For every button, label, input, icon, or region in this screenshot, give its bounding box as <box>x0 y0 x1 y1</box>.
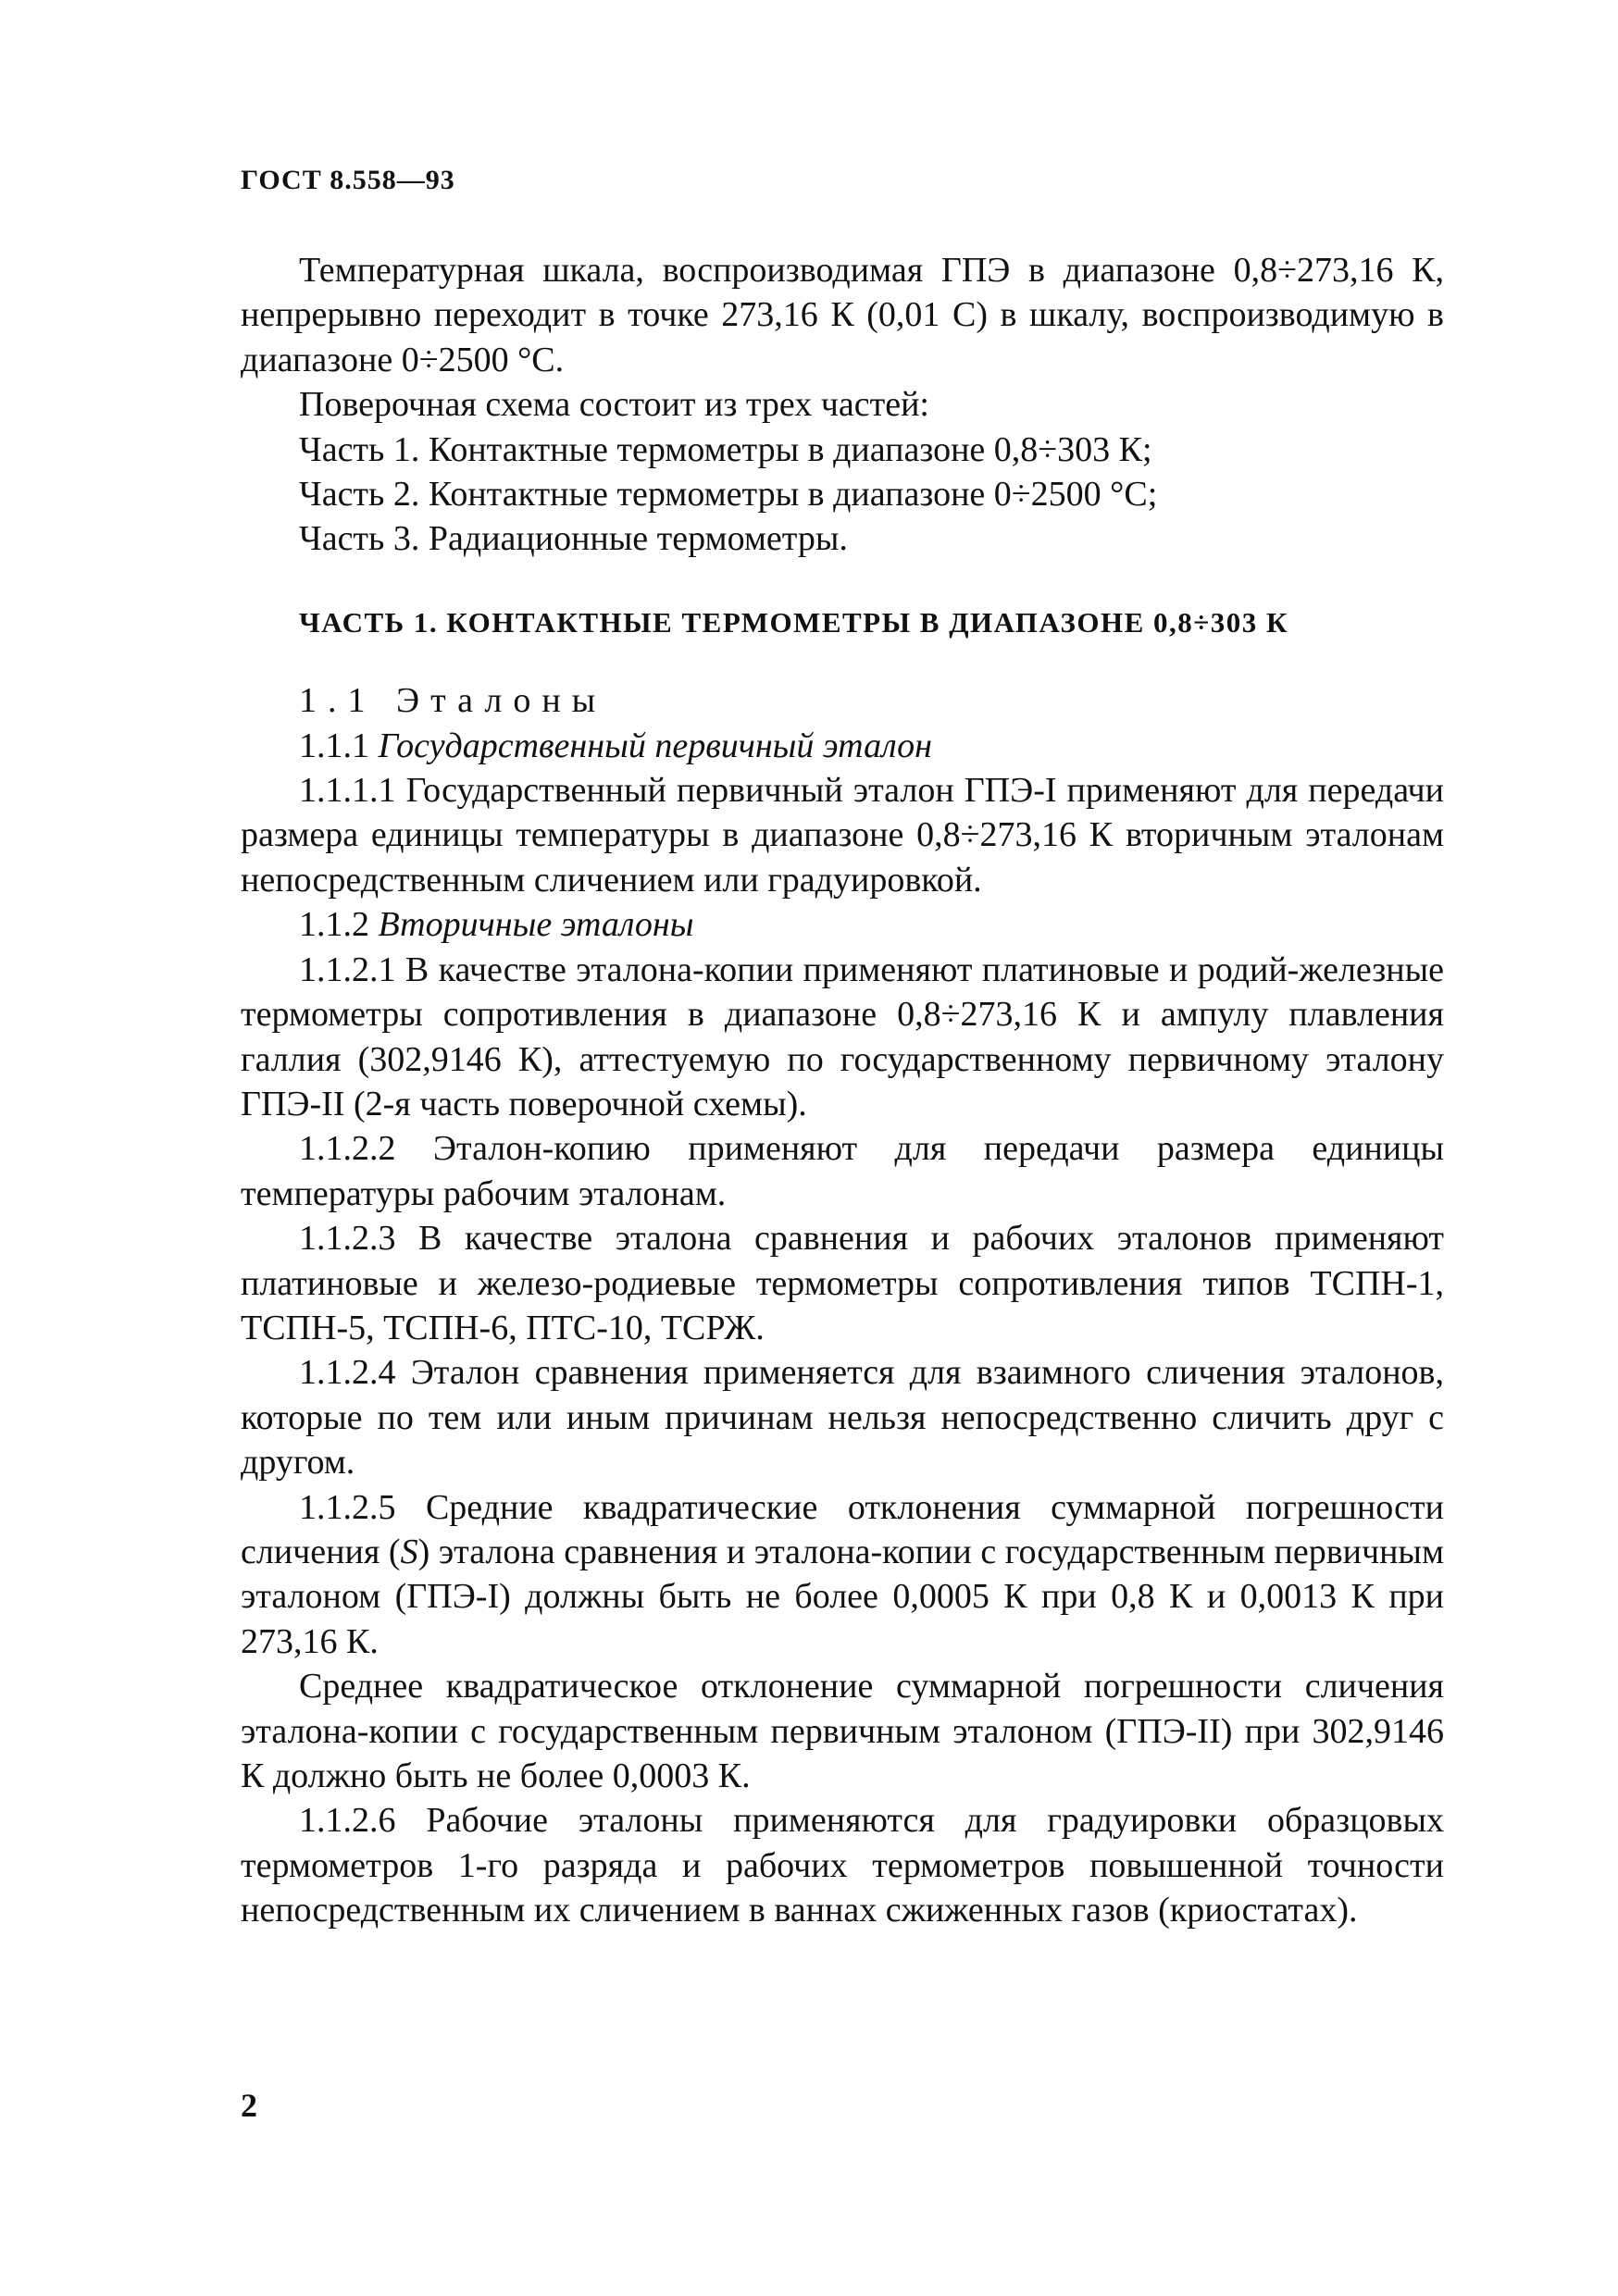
section-1-1-heading <box>241 678 1444 723</box>
intro-part-1: Часть 1. Контактные термометры в диапазоне 0,8÷303 К; <box>299 429 1152 469</box>
page-content <box>241 248 1444 1933</box>
section-1-1-2-heading <box>241 902 1444 947</box>
section-1-1-1-title: Государственный первичный эталон <box>378 726 932 765</box>
section-1-1-2-5-text-a: 1.1.2.5 Средние квадратические отклонения суммарной погрешности сличения ( <box>241 1487 1444 1571</box>
section-1-1-1-number: 1.1.1 <box>299 726 369 765</box>
section-1-1-2-3: 1.1.2.3 В качестве эталона сравнения и рабочих эталонов применяют платиновые и железо-родиевые термометры сопротивления типов ТСПН-1, ТСПН-5, ТСПН-6, ПТС-10, ТСРЖ. <box>241 1219 1444 1347</box>
section-1-1-1-heading <box>241 724 1444 768</box>
section-1-1-2-2: 1.1.2.2 Эталон-копию применяют для передачи размера единицы температуры рабочим эталонам. <box>241 1129 1444 1213</box>
section-1-1-2-5-text-b: ) эталона сравнения и эталона-копии с государственным первичным эталоном (ГПЭ-I) должны быть не более 0,0005 К при 0,8 К и 0,0013 К при 273,16 К. <box>241 1532 1444 1661</box>
intro-paragraph-parts: Поверочная схема состоит из трех частей: <box>299 385 929 425</box>
intro-part-3: Часть 3. Радиационные термометры. <box>299 519 848 559</box>
section-1-1-2-5 <box>241 1485 1444 1665</box>
section-1-1-2-1: 1.1.2.1 В качестве эталона-копии применяют платиновые и родий-железные термометры сопротивления в диапазоне 0,8÷273,16 К и ампулу плавления галлия (302,9146 К), аттестуемую по государственному первичному эталону ГПЭ-II (2-я часть поверочной схемы). <box>241 949 1444 1123</box>
document-header: ГОСТ 8.558—93 <box>241 165 455 195</box>
section-1-1-label: 1.1 Эталоны <box>299 681 607 721</box>
section-1-1-2-number: 1.1.2 <box>299 905 369 945</box>
part-1-title: ЧАСТЬ 1. КОНТАКТНЫЕ ТЕРМОМЕТРЫ В ДИАПАЗОНЕ 0,8÷303 К <box>299 605 1289 639</box>
section-1-1-1-1: 1.1.1.1 Государственный первичный эталон ГПЭ-I применяют для передачи размера единицы температуры в диапазоне 0,8÷273,16 К вторичным эталонам непосредственным сличением или градуировкой. <box>241 771 1444 900</box>
section-1-1-2-4: 1.1.2.4 Эталон сравнения применяется для взаимного сличения эталонов, которые по тем или иным причинам нельзя непосредственно сличить друг с другом. <box>241 1353 1444 1483</box>
intro-paragraph-scale: Температурная шкала, воспроизводимая ГПЭ в диапазоне 0,8÷273,16 К, непрерывно переходит в точке 273,16 К (0,01 С) в шкалу, воспроизводимую в диапазоне 0÷2500 °С. <box>241 251 1444 379</box>
section-1-1-2-5-symbol: S <box>400 1532 418 1571</box>
section-1-1-2-title: Вторичные эталоны <box>378 905 694 945</box>
section-1-1-2-5-paragraph-2: Среднее квадратическое отклонение суммарной погрешности сличения эталона-копии с государственным первичным эталоном (ГПЭ-II) при 302,9146 К должно быть не более 0,0003 К. <box>241 1667 1444 1795</box>
page-number: 2 <box>241 2087 257 2124</box>
intro-part-2: Часть 2. Контактные термометры в диапазоне 0÷2500 °С; <box>299 475 1158 515</box>
section-1-1-2-6: 1.1.2.6 Рабочие эталоны применяются для градуировки образцовых термометров 1-го разряда и рабочих термометров повышенной точности непосредственным их сличением в ваннах сжиженных газов (криостатах). <box>241 1801 1444 1930</box>
